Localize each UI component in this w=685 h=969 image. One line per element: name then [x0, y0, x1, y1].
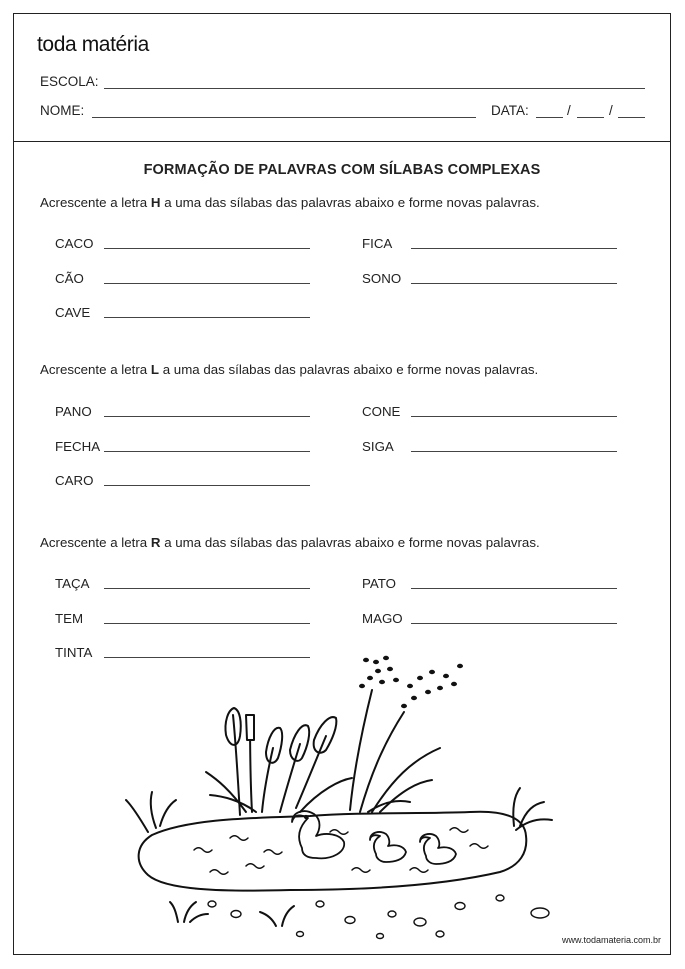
word-right-1: FICA: [362, 236, 393, 251]
word-left-2: FECHA: [55, 439, 101, 454]
grass-tufts: [126, 788, 552, 926]
duckling: [370, 832, 406, 862]
word-left-1: PANO: [55, 404, 92, 419]
worksheet-title: FORMAÇÃO DE PALAVRAS COM SÍLABAS COMPLEXAS: [143, 162, 541, 178]
word-left-1: CACO: [55, 236, 94, 251]
word-right-1: CONE: [362, 404, 401, 419]
footer-url: www.todamateria.com.br: [561, 935, 661, 945]
instruction-r: Acrescente a letra R a uma das sílabas das palavras abaixo e forme novas palavras.: [40, 535, 540, 550]
word-left-3: CARO: [55, 473, 94, 488]
word-right-2: MAGO: [362, 611, 403, 626]
name-label: NOME:: [40, 103, 85, 118]
word-right-2: SIGA: [362, 439, 394, 454]
duck-mother: [292, 811, 344, 858]
date-separator: /: [567, 103, 571, 118]
word-left-2: TEM: [55, 611, 84, 626]
reed-plants: [350, 690, 440, 812]
word-right-1: PATO: [362, 576, 396, 591]
reed-seeds: [359, 656, 463, 708]
pond-outline: [139, 812, 527, 891]
word-left-2: CÃO: [55, 271, 84, 286]
word-left-3: TINTA: [55, 645, 93, 660]
word-right-2: SONO: [362, 271, 402, 286]
date-separator: /: [609, 103, 613, 118]
instruction-l: Acrescente a letra L a uma das sílabas das palavras abaixo e forme novas palavras.: [40, 362, 539, 377]
brand-logo: toda matéria: [37, 33, 149, 56]
word-left-1: TAÇA: [55, 576, 90, 591]
pebbles: [208, 895, 549, 939]
instruction-h: Acrescente a letra H a uma das sílabas das palavras abaixo e forme novas palavras.: [40, 195, 540, 210]
school-label: ESCOLA:: [40, 74, 99, 89]
duckling: [420, 834, 456, 864]
cattail-plants: [206, 708, 352, 815]
date-label: DATA:: [491, 103, 529, 118]
word-left-3: CAVE: [55, 305, 91, 320]
